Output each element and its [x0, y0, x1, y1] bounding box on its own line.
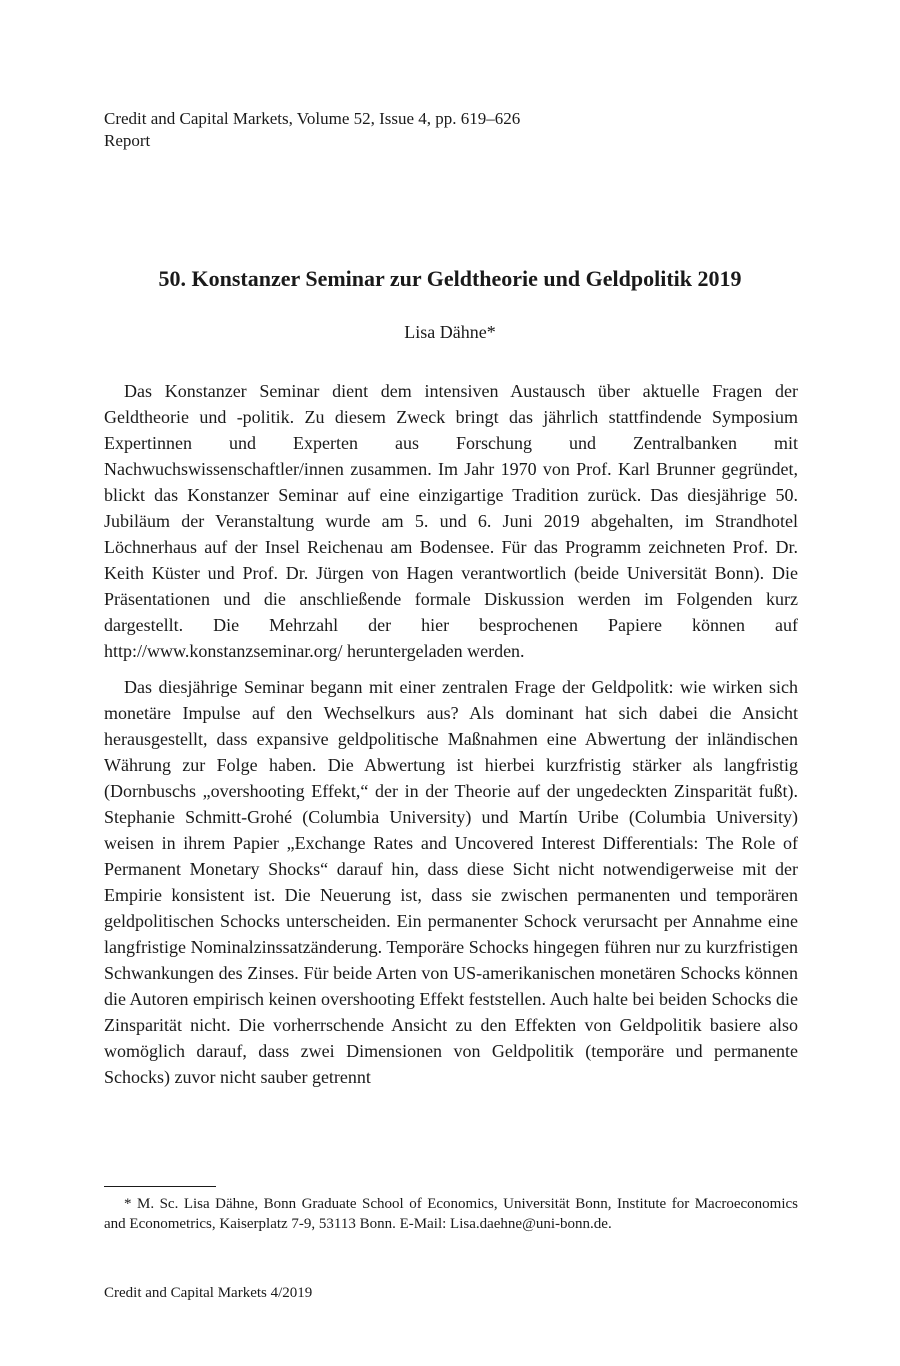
- article-title: 50. Konstanzer Seminar zur Geldtheorie und Geldpolitik 2019: [158, 266, 742, 291]
- running-header: [104, 108, 520, 152]
- paragraph-exchange-rates: Das diesjährige Seminar begann mit einer zentralen Frage der Geldpolitk: wie wirken sich monetäre Impulse auf den Wechselkurs aus? Als dominant hat sich dabei die Ansicht herausgestellt, dass expansive geldpolitische Maßnahmen eine Abwertung der inländischen Währung zur Folge haben. Die Abwertung ist hierbei kurzfristig stärker als langfristig (Dornbuschs „overshooting Effekt,“ der in der Theorie auf der ungedeckten Zinsparität fußt). Stephanie Schmitt-Grohé (Columbia University) und Martín Uribe (Columbia University) weisen in ihrem Papier „Exchange Rates and Uncovered Interest Differentials: The Role of Permanent Monetary Shocks“ darauf hin, dass diese Sicht nicht notwendigerweise mit der Empirie konsistent ist. Die Neuerung ist, dass sie zwischen permanenten und temporären geldpolitischen Schocks unterscheiden. Ein permanenter Schock verursacht per Annahme eine langfristige Nominalzinssatzänderung. Temporäre Schocks hingegen führen nur zu kurzfristigen Schwankungen des Zinses. Für beide Arten von US-amerikanischen monetären Schocks können die Autoren empirisch keinen overshooting Effekt feststellen. Auch halte bei beiden Schocks die Zinsparität nicht. Die vorherrschende Ansicht zu den Effekten von Geldpolitik basiere also womöglich darauf, dass zwei Dimensionen von Geldpolitik (temporäre und permanente Schocks) zuvor nicht sauber getrennt: [104, 677, 798, 1087]
- author-footnote: * M. Sc. Lisa Dähne, Bonn Graduate School of Economics, Universität Bonn, Institute for Macroeconomics and Econometrics, Kaiserplatz 7-9, 53113 Bonn. E-Mail: Lisa.daehne@uni-bonn.de.: [104, 1196, 798, 1232]
- author-name: Lisa Dähne*: [404, 322, 496, 342]
- footnote-rule: [104, 1186, 216, 1187]
- article-type: Report: [104, 131, 151, 150]
- running-footer: Credit and Capital Markets 4/2019: [104, 1285, 313, 1301]
- paragraph-intro: Das Konstanzer Seminar dient dem intensiven Austausch über aktuelle Fragen der Geldtheorie und -politik. Zu diesem Zweck bringt das jährlich stattfindende Symposium Expertinnen und Experten aus Forschung und Zentralbanken mit Nachwuchswissenschaftler/innen zusammen. Im Jahr 1970 von Prof. Karl Brunner gegründet, blickt das Konstanzer Seminar auf eine einzigartige Tradition zurück. Das diesjährige 50. Jubiläum der Veranstaltung wurde am 5. und 6. Juni 2019 abgehalten, im Strandhotel Löchnerhaus auf der Insel Reichenau am Bodensee. Für das Programm zeichneten Prof. Dr. Keith Küster und Prof. Dr. Jürgen von Hagen verantwortlich (beide Universität Bonn). Die Präsentationen und die anschließende formale Diskussion werden im Folgenden kurz dargestellt. Die Mehrzahl der hier besprochenen Papiere können auf http://www.konstanzseminar.org/ heruntergeladen werden.: [104, 381, 798, 661]
- journal-citation: Credit and Capital Markets, Volume 52, Issue 4, pp. 619–626: [104, 109, 521, 128]
- article-body: [104, 378, 798, 1100]
